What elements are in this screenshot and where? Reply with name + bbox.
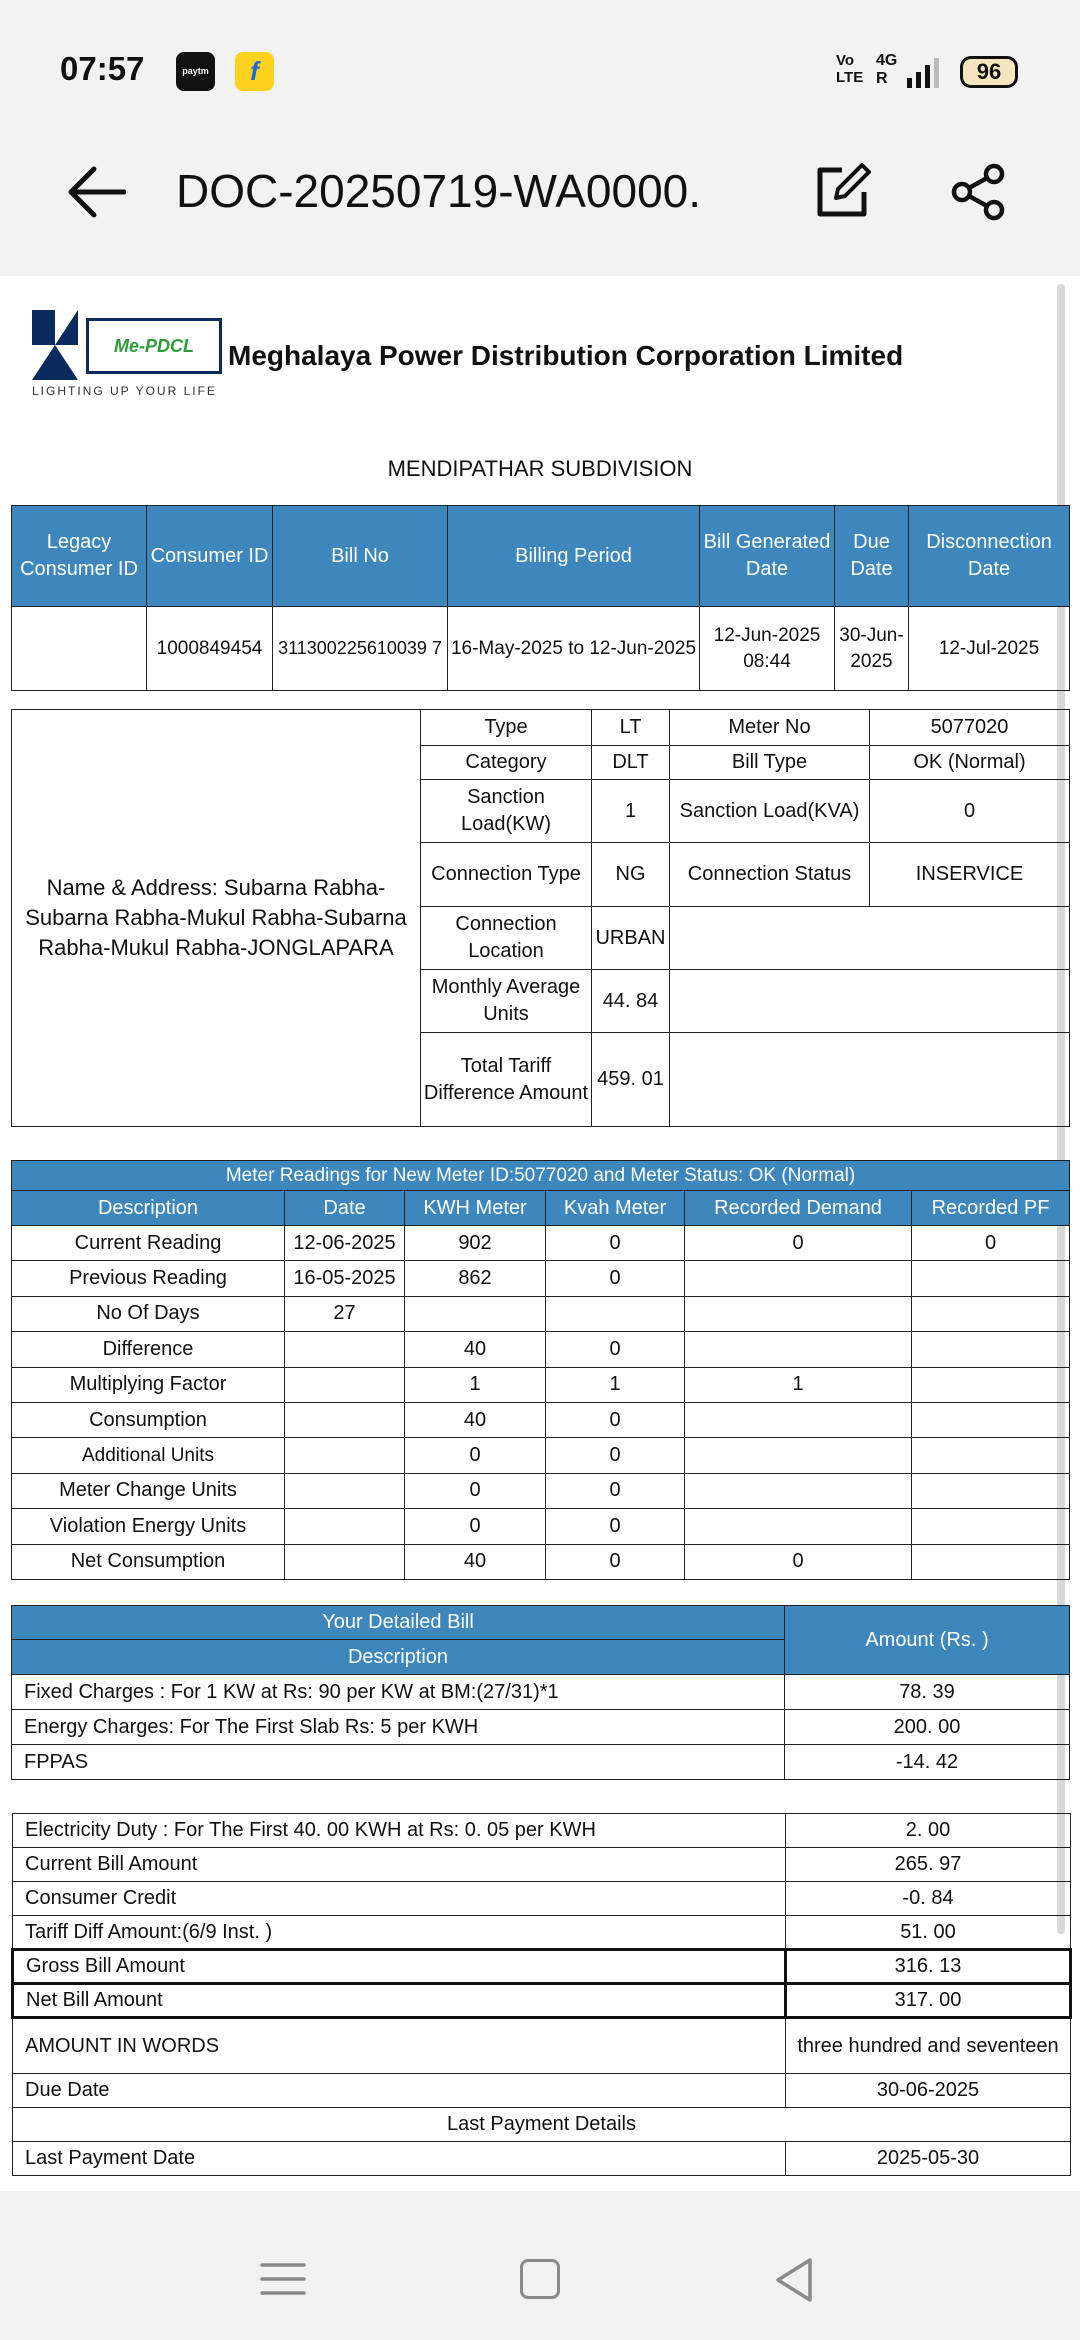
company-name: Meghalaya Power Distribution Corporation Limited [228,340,904,371]
billing-period-value: 16-May-2025 to 12-Jun-2025 [448,607,700,691]
meter-reading-cell: 0 [546,1509,685,1544]
last-payment-date-label: Last Payment Date [13,2142,786,2176]
meter-reading-cell: 12-06-2025 [285,1226,405,1261]
meter-reading-cell [405,1296,546,1331]
sanction-load-kw-value: 1 [592,780,670,843]
connection-type-label: Connection Type [421,843,592,907]
meter-reading-cell: Additional Units [12,1438,285,1473]
meter-reading-row [12,1438,1070,1473]
meter-reading-cell [912,1367,1070,1402]
meter-reading-cell: 1 [546,1367,685,1402]
meter-reading-cell: 0 [546,1261,685,1296]
navigation-bar [0,2191,1080,2340]
consumer-id-value: 1000849454 [147,607,273,691]
bill-no-value: 311300225610039 7 [273,607,448,691]
company-logo [30,310,222,402]
meter-reading-cell: 0 [546,1402,685,1437]
meter-reading-cell [285,1332,405,1367]
col-consumer-id: Consumer ID [147,506,273,607]
meter-readings-rows [12,1226,1070,1580]
bill-line-row [12,1675,1070,1710]
meter-no-label: Meter No [670,710,870,746]
summary-label: Net Bill Amount [13,1984,786,2018]
bill-summary-table [11,1813,1072,2176]
meter-reading-cell [912,1438,1070,1473]
meter-reading-row [12,1509,1070,1544]
meter-reading-cell [685,1509,912,1544]
summary-label: Electricity Duty : For The First 40. 00 KWH at Rs: 0. 05 per KWH [13,1814,786,1848]
meter-reading-cell: Previous Reading [12,1261,285,1296]
volte-icon: Vo LTE [836,52,864,86]
paytm-notification-icon: paytm [176,52,215,91]
summary-label: Due Date [13,2074,786,2108]
col-recorded-demand: Recorded Demand [685,1191,912,1226]
meter-reading-cell: Meter Change Units [12,1473,285,1508]
bill-line-amount: 78. 39 [785,1675,1070,1710]
meter-reading-cell [285,1438,405,1473]
col-amount: Amount (Rs. ) [785,1606,1070,1675]
detailed-bill-title: Your Detailed Bill [12,1606,785,1640]
meter-reading-cell: Multiplying Factor [12,1367,285,1402]
meter-reading-cell [912,1332,1070,1367]
meter-reading-cell: 1 [685,1367,912,1402]
type-label: Type [421,710,592,746]
summary-row [13,1848,1071,1882]
meter-reading-cell [685,1296,912,1331]
col-kwh-meter: KWH Meter [405,1191,546,1226]
bill-line-description: FPPAS [12,1745,785,1780]
bill-line-amount: -14. 42 [785,1745,1070,1780]
total-tariff-difference-value: 459. 01 [592,1033,670,1127]
col-bill-description: Description [12,1640,785,1675]
meter-reading-cell: Consumption [12,1402,285,1437]
flipkart-notification-icon: f [235,52,274,91]
meter-reading-cell: 862 [405,1261,546,1296]
summary-row [13,2074,1071,2108]
connection-location-value: URBAN [592,907,670,970]
meter-reading-row [12,1296,1070,1331]
summary-row [13,1814,1071,1848]
col-date: Date [285,1191,405,1226]
bill-line-row [12,1745,1070,1780]
sanction-load-kva-label: Sanction Load(KVA) [670,780,870,843]
meter-no-value: 5077020 [870,710,1070,746]
meter-reading-cell [285,1473,405,1508]
disconnection-date-value: 12-Jul-2025 [909,607,1070,691]
bill-summary-rows [13,1814,1071,2108]
meter-reading-row [12,1544,1070,1579]
meter-reading-cell [546,1296,685,1331]
meter-reading-cell [285,1367,405,1402]
meter-reading-cell: Difference [12,1332,285,1367]
bill-line-description: Fixed Charges : For 1 KW at Rs: 90 per KW at BM:(27/31)*1 [12,1675,785,1710]
meter-reading-cell [912,1296,1070,1331]
bill-line-amount: 200. 00 [785,1710,1070,1745]
subdivision-title: MENDIPATHAR SUBDIVISION [387,456,693,481]
meter-reading-cell: 0 [685,1544,912,1579]
meter-reading-cell: 40 [405,1332,546,1367]
summary-label: Tariff Diff Amount:(6/9 Inst. ) [13,1916,786,1950]
col-recorded-pf: Recorded PF [912,1191,1070,1226]
signal-icon [905,56,945,90]
bill-generated-date-value: 12-Jun-2025 08:44 [700,607,835,691]
back-arrow-icon[interactable] [66,165,126,219]
home-icon[interactable] [520,2259,560,2299]
summary-value: three hundred and seventeen [786,2018,1071,2074]
meter-reading-cell: 16-05-2025 [285,1261,405,1296]
meter-reading-row [12,1261,1070,1296]
meter-reading-cell [685,1261,912,1296]
connection-location-label: Connection Location [421,907,592,970]
summary-value: 2. 00 [786,1814,1071,1848]
connection-type-value: NG [592,843,670,907]
back-triangle-icon[interactable] [774,2257,814,2303]
meter-reading-cell: 0 [405,1473,546,1508]
name-address: Name & Address: Subarna Rabha-Subarna Rabha-Mukul Rabha-Subarna Rabha-Mukul Rabha-JONGLAPARA [12,710,421,1127]
col-kvah-meter: Kvah Meter [546,1191,685,1226]
network-type-icon: 4G R [876,52,898,87]
bill-type-label: Bill Type [670,746,870,780]
meter-reading-cell: 0 [546,1544,685,1579]
meter-reading-cell: 1 [405,1367,546,1402]
logo-mark-icon [32,310,78,380]
monthly-average-units-label: Monthly Average Units [421,970,592,1033]
meter-reading-cell: 0 [685,1226,912,1261]
meter-reading-cell: 0 [546,1438,685,1473]
meter-reading-cell [685,1332,912,1367]
meter-reading-row [12,1367,1070,1402]
meter-reading-cell: 0 [405,1438,546,1473]
document-view[interactable] [0,276,1080,2191]
meter-reading-row [12,1473,1070,1508]
bill-line-description: Energy Charges: For The First Slab Rs: 5 per KWH [12,1710,785,1745]
meter-readings-table [11,1160,1070,1580]
meter-reading-cell [285,1402,405,1437]
meter-reading-cell: 0 [546,1473,685,1508]
edit-icon[interactable] [812,162,872,222]
summary-label: Current Bill Amount [13,1848,786,1882]
summary-row [13,2018,1071,2074]
last-payment-date-value: 2025-05-30 [786,2142,1071,2176]
meter-reading-row [12,1226,1070,1261]
col-bill-generated-date: Bill Generated Date [700,506,835,607]
col-legacy-consumer-id: Legacy Consumer ID [12,506,147,607]
col-billing-period: Billing Period [448,506,700,607]
connection-status-value: INSERVICE [870,843,1070,907]
col-disconnection-date: Disconnection Date [909,506,1070,607]
meter-reading-cell: 40 [405,1544,546,1579]
due-date-value: 30-Jun-2025 [835,607,909,691]
summary-row [13,1882,1071,1916]
meter-reading-cell [912,1402,1070,1437]
connection-status-label: Connection Status [670,843,870,907]
logo-text: Me-PDCL [86,318,222,374]
status-time: 07:57 [60,50,145,87]
legacy-consumer-id-value [12,607,147,691]
meter-reading-cell: 0 [546,1226,685,1261]
meter-reading-cell [912,1544,1070,1579]
app-bar [0,108,1080,276]
summary-value: -0. 84 [786,1882,1071,1916]
recent-apps-icon[interactable] [260,2261,306,2297]
last-payment-details-header: Last Payment Details [13,2108,1071,2142]
monthly-average-units-value: 44. 84 [592,970,670,1033]
summary-value: 317. 00 [786,1984,1071,2018]
meter-reading-cell: 0 [405,1509,546,1544]
meter-reading-cell [912,1261,1070,1296]
summary-row [13,1984,1071,2018]
consumer-info-table [11,709,1070,1127]
meter-reading-cell: 0 [546,1332,685,1367]
bill-header-table [11,505,1070,691]
logo-tagline: LIGHTING UP YOUR LIFE [32,384,217,398]
sanction-load-kva-value: 0 [870,780,1070,843]
sanction-load-kw-label: Sanction Load(KW) [421,780,592,843]
meter-reading-cell [685,1402,912,1437]
col-description: Description [12,1191,285,1226]
battery-icon: 96 [960,56,1018,88]
summary-label: Gross Bill Amount [13,1950,786,1984]
meter-reading-cell: Net Consumption [12,1544,285,1579]
status-bar [0,0,1080,108]
meter-reading-row [12,1332,1070,1367]
category-value: DLT [592,746,670,780]
meter-reading-cell: 40 [405,1402,546,1437]
summary-value: 30-06-2025 [786,2074,1071,2108]
meter-reading-cell: 27 [285,1296,405,1331]
meter-reading-row [12,1402,1070,1437]
summary-label: Consumer Credit [13,1882,786,1916]
summary-value: 51. 00 [786,1916,1071,1950]
document-title: DOC-20250719-WA0000. [176,165,702,217]
meter-reading-cell: No Of Days [12,1296,285,1331]
type-value: LT [592,710,670,746]
meter-reading-cell: 0 [912,1226,1070,1261]
meter-reading-cell: Current Reading [12,1226,285,1261]
bill-line-row [12,1710,1070,1745]
col-due-date: Due Date [835,506,909,607]
meter-reading-cell [685,1438,912,1473]
meter-reading-cell [285,1544,405,1579]
share-icon[interactable] [948,162,1008,222]
summary-value: 316. 13 [786,1950,1071,1984]
meter-reading-cell: 902 [405,1226,546,1261]
category-label: Category [421,746,592,780]
meter-reading-cell [285,1509,405,1544]
summary-label: AMOUNT IN WORDS [13,2018,786,2074]
summary-row [13,1950,1071,1984]
meter-reading-cell [912,1473,1070,1508]
detailed-bill-rows [12,1675,1070,1780]
meter-reading-cell: Violation Energy Units [12,1509,285,1544]
col-bill-no: Bill No [273,506,448,607]
meter-reading-cell [912,1509,1070,1544]
detailed-bill-table [11,1605,1070,1780]
total-tariff-difference-label: Total Tariff Difference Amount [421,1033,592,1127]
meter-readings-title: Meter Readings for New Meter ID:5077020 and Meter Status: OK (Normal) [12,1161,1070,1191]
meter-reading-cell [685,1473,912,1508]
bill-type-value: OK (Normal) [870,746,1070,780]
summary-value: 265. 97 [786,1848,1071,1882]
summary-row [13,1916,1071,1950]
